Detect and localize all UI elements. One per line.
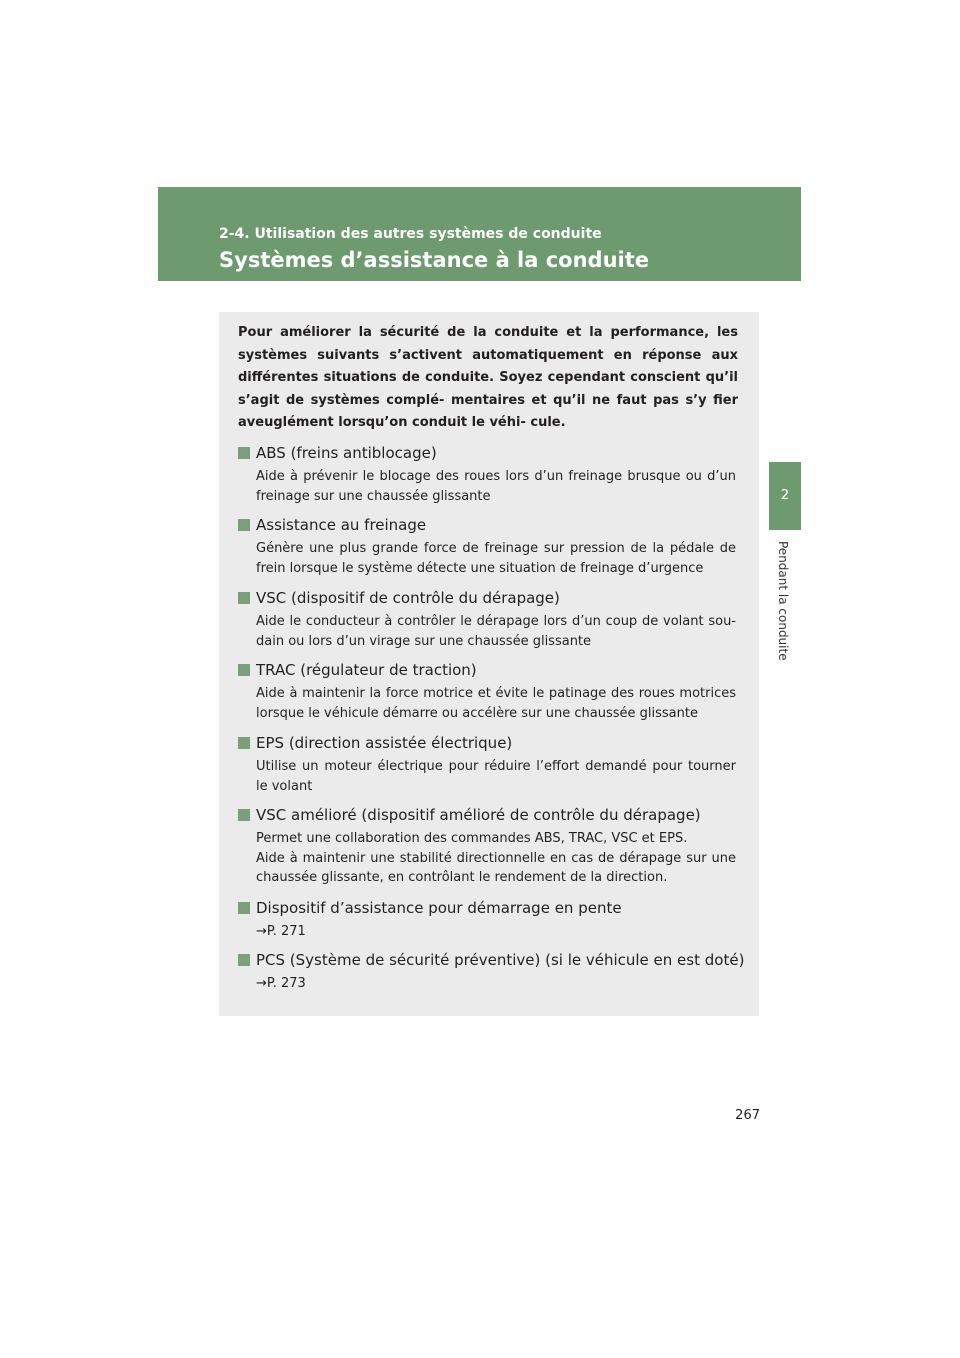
item-description: Génère une plus grande force de freinage sur pression de la pédale de frein lorsque le système détecte une situation de freinage d’urgence <box>256 541 736 576</box>
list-item <box>238 949 745 994</box>
item-title: Assistance au freinage <box>256 516 427 534</box>
item-description-line: Permet une collaboration des commandes ABS, TRAC, VSC et EPS. <box>256 831 688 846</box>
item-title: TRAC (régulateur de traction) <box>256 661 477 679</box>
list-item <box>238 442 738 506</box>
section-label: 2-4. Utilisation des autres systèmes de conduite <box>219 226 602 242</box>
item-title: VSC amélioré (dispositif amélioré de contrôle du dérapage) <box>256 806 701 824</box>
square-bullet-icon <box>238 902 250 914</box>
square-bullet-icon <box>238 809 250 821</box>
square-bullet-icon <box>238 737 250 749</box>
list-item <box>238 804 738 888</box>
chapter-number: 2 <box>780 488 790 503</box>
item-title: VSC (dispositif de contrôle du dérapage) <box>256 589 560 607</box>
list-item <box>238 732 738 796</box>
square-bullet-icon <box>238 447 250 459</box>
square-bullet-icon <box>238 664 250 676</box>
list-item <box>238 514 738 578</box>
item-description <box>256 829 736 888</box>
list-item <box>238 897 738 942</box>
square-bullet-icon <box>238 954 250 966</box>
list-item <box>238 587 738 651</box>
item-title: Dispositif d’assistance pour démarrage en pente <box>256 899 622 917</box>
list-item <box>238 659 738 723</box>
chapter-tab <box>769 462 801 530</box>
item-description-line: Aide à maintenir une stabilité directionnelle en cas de dérapage sur une chaussée glissante, en contrôlant le rendement de la direction. <box>256 850 736 885</box>
item-title: PCS (Système de sécurité préventive) (si le véhicule en est doté) <box>256 951 745 969</box>
item-description: Aide le conducteur à contrôler le dérapage lors d’un coup de volant sou- dain ou lors d’un virage sur une chaussée glissante <box>256 614 736 649</box>
square-bullet-icon <box>238 519 250 531</box>
item-description: Utilise un moteur électrique pour réduire l’effort demandé pour tourner le volant <box>256 759 736 794</box>
content-box <box>219 312 759 1016</box>
chapter-header <box>158 187 801 281</box>
page-reference[interactable]: →P. 273 <box>256 976 306 991</box>
page-title: Systèmes d’assistance à la conduite <box>219 248 650 272</box>
item-description: Aide à maintenir la force motrice et évite le patinage des roues motrices lorsque le véhicule démarre ou accélère sur une chaussée glissante <box>256 686 736 721</box>
item-title: ABS (freins antiblocage) <box>256 444 437 462</box>
page-number: 267 <box>735 1108 760 1123</box>
square-bullet-icon <box>238 592 250 604</box>
chapter-caption: Pendant la conduite <box>776 541 790 661</box>
intro-paragraph: Pour améliorer la sécurité de la conduite et la performance, les systèmes suivants s’activent automatiquement en réponse aux différentes situations de conduite. Soyez cependant conscient qu’il s’agit de systèmes complé- mentaires et qu’il ne faut pas s’y fier aveuglément lorsqu’on conduit le véhi- cule. <box>238 325 738 431</box>
page-reference[interactable]: →P. 271 <box>256 924 306 939</box>
item-description: Aide à prévenir le blocage des roues lors d’un freinage brusque ou d’un freinage sur une chaussée glissante <box>256 469 736 504</box>
item-title: EPS (direction assistée électrique) <box>256 734 513 752</box>
